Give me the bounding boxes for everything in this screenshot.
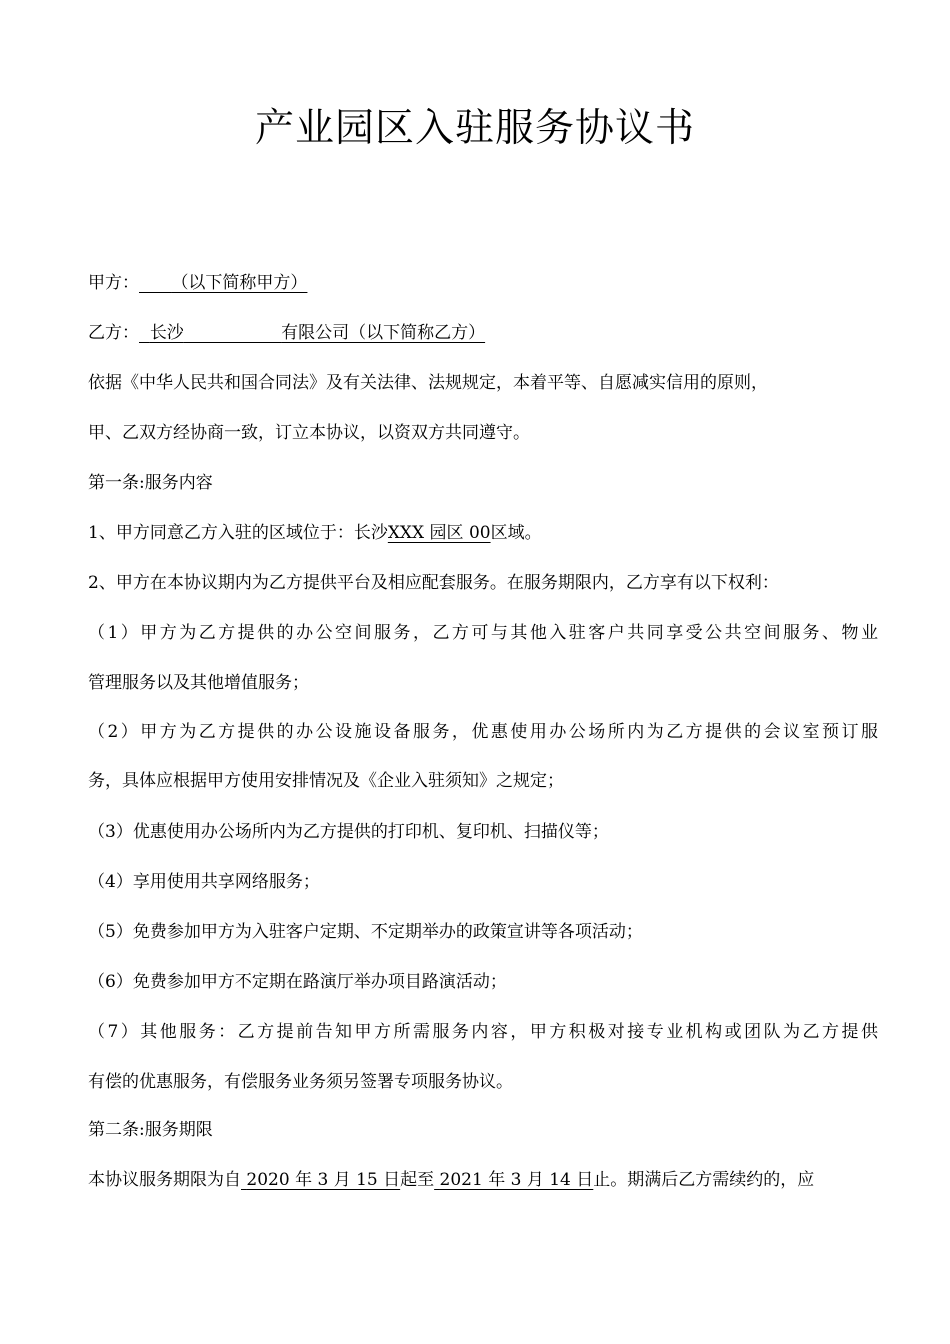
sub-item-1-line-2: 管理服务以及其他增值服务；	[88, 673, 309, 693]
intro-line-2: 甲、乙双方经协商一致，订立本协议，以资双方共同遵守。	[88, 423, 530, 443]
article-1-heading: 第一条:服务内容	[88, 473, 213, 493]
sub-item-1-line-1: （1）甲方为乙方提供的办公空间服务，乙方可与其他入驻客户共同享受公共空间服务、物业	[88, 623, 878, 643]
party-a-line	[88, 270, 878, 296]
sub-item-2-line-2: 务，具体应根据甲方使用安排情况及《企业入驻须知》之规定；	[88, 771, 564, 791]
start-date: 2020 年 3 月 15 日	[246, 1170, 401, 1190]
sub-item-7-line-2: 有偿的优惠服务，有偿服务业务须另签署专项服务协议。	[88, 1072, 513, 1092]
party-b-value: 长沙 有限公司（以下简称乙方）	[149, 323, 486, 343]
sub-item-7-line-1: （7）其他服务：乙方提前告知甲方所需服务内容，甲方积极对接专业机构或团队为乙方提供	[88, 1022, 878, 1042]
article-2-heading: 第二条:服务期限	[88, 1120, 213, 1140]
end-date: 2021 年 3 月 14 日	[439, 1170, 594, 1190]
sub-item-5: （5）免费参加甲方为入驻客户定期、不定期举办的政策宣讲等各项活动；	[88, 922, 643, 942]
document-title: 产业园区入驻服务协议书	[254, 106, 695, 151]
intro-line-1: 依据《中华人民共和国合同法》及有关法律、法规规定，本着平等、自愿减实信用的原则，	[88, 373, 768, 393]
sub-item-6: （6）免费参加甲方不定期在路演厅举办项目路演活动；	[88, 972, 507, 992]
article-1-item-1: 1、甲方同意乙方入驻的区域位于：长沙XXX 园区 00区域。	[88, 523, 542, 543]
article-1-item-2: 2、甲方在本协议期内为乙方提供平台及相应配套服务。在服务期限内，乙方享有以下权利：	[88, 573, 779, 593]
party-a-value: （以下简称甲方）	[171, 273, 308, 293]
entry-location: XXX 园区 00	[387, 523, 491, 543]
sub-item-2-line-1: （2）甲方为乙方提供的办公设施设备服务，优惠使用办公场所内为乙方提供的会议室预订服	[88, 722, 878, 742]
party-b-label: 乙方：	[88, 323, 139, 343]
article-2-term: 本协议服务期限为自 2020 年 3 月 15 日起至 2021 年 3 月 14 日止。期满后乙方需续约的，应	[88, 1170, 815, 1190]
party-b-line	[88, 320, 878, 346]
sub-item-4: （4）享用使用共享网络服务；	[88, 872, 320, 892]
party-a-label: 甲方：	[88, 273, 139, 293]
sub-item-3: （3）优惠使用办公场所内为乙方提供的打印机、复印机、扫描仪等；	[88, 822, 609, 842]
